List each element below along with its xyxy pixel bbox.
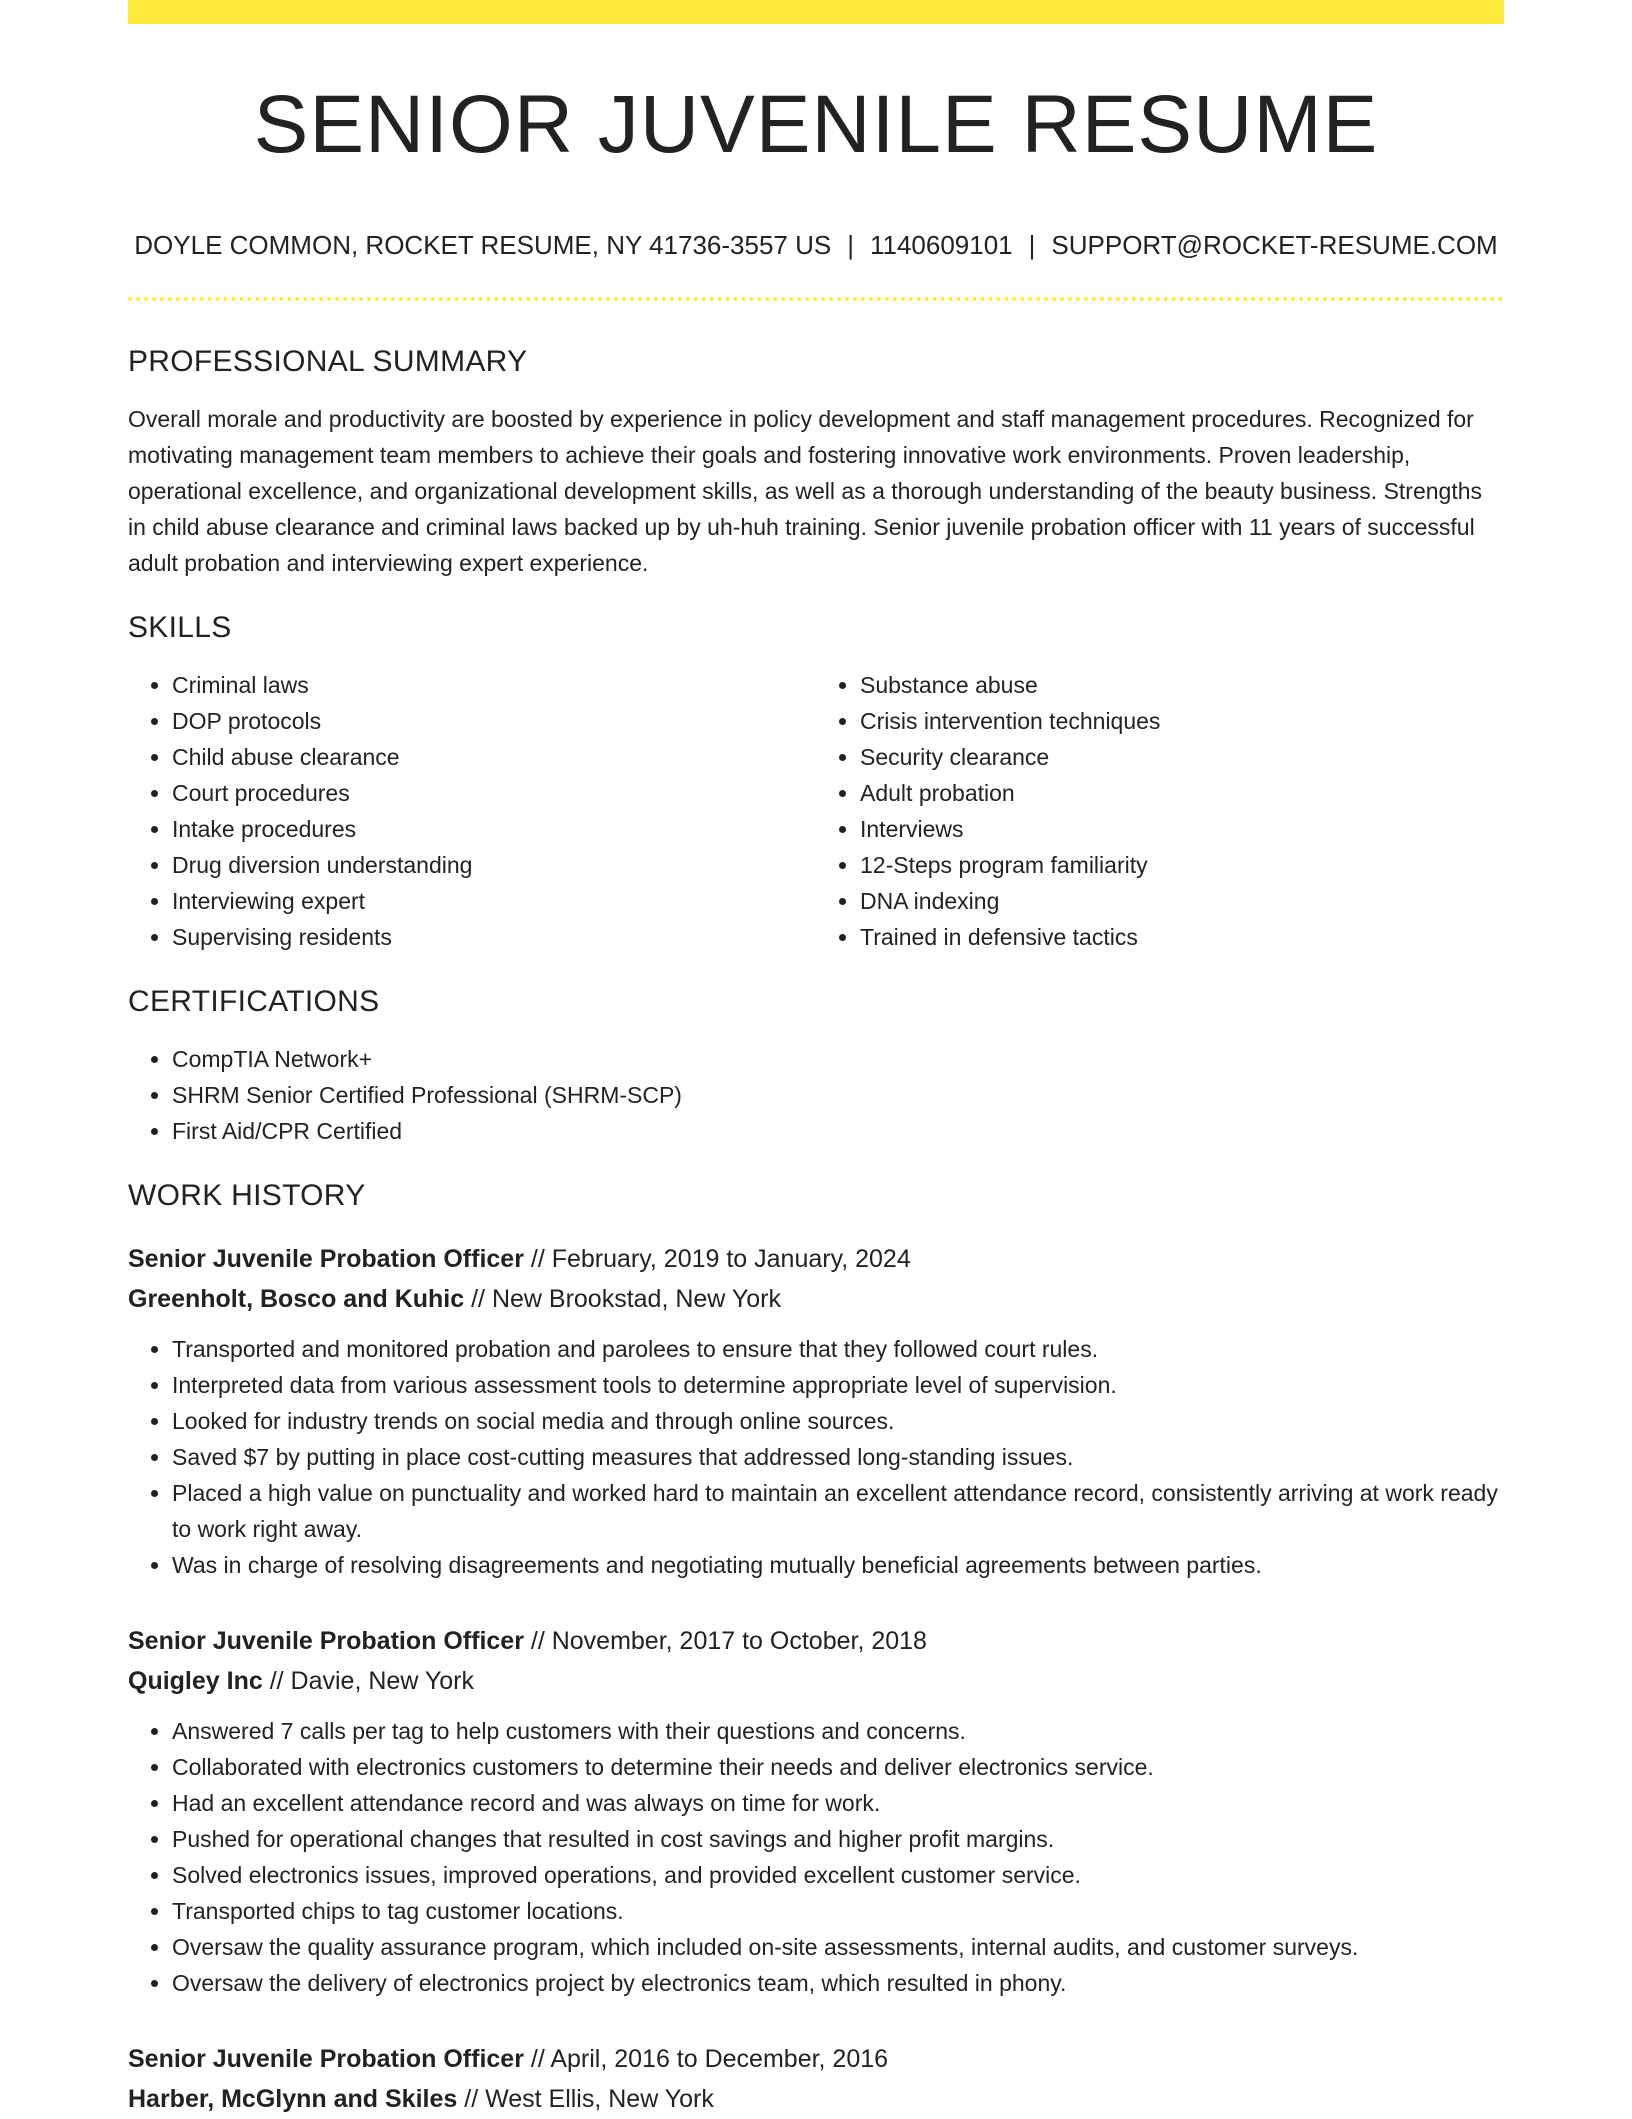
skill-item: • Supervising residents [172,919,816,955]
contact-phone: 1140609101 [869,230,1013,261]
skills-section [128,611,1504,955]
job-title-line [128,2039,1504,2079]
skill-item: • Child abuse clearance [172,739,816,775]
skill-item: • Criminal laws [172,667,816,703]
section-heading: CERTIFICATIONS [128,985,380,1019]
certification-item: • First Aid/CPR Certified [172,1113,1504,1149]
job-dates: // April, 2016 to December, 2016 [523,2045,889,2074]
skills-list-right [816,667,1504,955]
skill-item: • Crisis intervention techniques [860,703,1504,739]
job-dates: // February, 2019 to January, 2024 [523,1245,911,1274]
job-bullet: • Answered 7 calls per tag to help customers with their questions and concerns. [172,1713,1504,1749]
job-title-line [128,1621,1504,1661]
job-location: // New Brookstad, New York [464,1285,781,1314]
job-bullet: • Saved $7 by putting in place cost-cutting measures that addressed long-standing issues. [172,1439,1504,1475]
section-heading: SKILLS [128,611,232,645]
dotted-divider [128,297,1504,301]
contact-line [128,230,1504,261]
job-company: Harber, McGlynn and Skiles [128,2085,458,2114]
job-dates: // November, 2017 to October, 2018 [523,1627,927,1656]
job-location: // Davie, New York [262,1667,474,1696]
job-bullet: • Was in charge of resolving disagreements and negotiating mutually beneficial agreements between parties. [172,1547,1504,1583]
job-entry [128,2039,1504,2119]
skill-item: • Interviewing expert [172,883,816,919]
contact-address: DOYLE COMMON, ROCKET RESUME, NY 41736-3557 US [134,230,832,261]
job-bullets [128,1331,1504,1583]
job-title: Senior Juvenile Probation Officer [128,1245,524,1274]
certifications-section [128,985,1504,1149]
contact-separator: | [847,230,854,261]
resume-title: SENIOR JUVENILE RESUME [253,79,1379,170]
job-bullet: • Transported and monitored probation and parolees to ensure that they followed court rules. [172,1331,1504,1367]
job-entry [128,1239,1504,1583]
job-bullet: • Transported chips to tag customer locations. [172,1893,1504,1929]
contact-email: SUPPORT@ROCKET-RESUME.COM [1051,230,1498,261]
job-bullets [128,1713,1504,2001]
skill-item: • Intake procedures [172,811,816,847]
skill-item: • Substance abuse [860,667,1504,703]
skill-item: • Court procedures [172,775,816,811]
job-bullet: • Pushed for operational changes that resulted in cost savings and higher profit margins. [172,1821,1504,1857]
job-bullet: • Had an excellent attendance record and was always on time for work. [172,1785,1504,1821]
job-company: Quigley Inc [128,1667,263,1696]
skill-item: • Trained in defensive tactics [860,919,1504,955]
job-bullet: • Oversaw the delivery of electronics project by electronics team, which resulted in phony. [172,1965,1504,2001]
skill-item: • Interviews [860,811,1504,847]
certification-item: • CompTIA Network+ [172,1041,1504,1077]
skills-columns [128,667,1504,955]
job-bullet: • Collaborated with electronics customers to determine their needs and deliver electronics service. [172,1749,1504,1785]
job-company: Greenholt, Bosco and Kuhic [128,1285,465,1314]
work-history-section [128,1179,1504,2119]
job-bullet: • Oversaw the quality assurance program, which included on-site assessments, internal audits, and customer surveys. [172,1929,1504,1965]
skill-item: • DNA indexing [860,883,1504,919]
accent-top-bar [128,0,1504,24]
job-bullet: • Placed a high value on punctuality and worked hard to maintain an excellent attendance record, consistently arriving at work ready to work right away. [172,1475,1504,1547]
section-heading: WORK HISTORY [128,1179,366,1213]
job-entry [128,1621,1504,2001]
job-title: Senior Juvenile Probation Officer [128,1627,524,1656]
skill-item: • Adult probation [860,775,1504,811]
job-company-line [128,1661,1504,1701]
job-title: Senior Juvenile Probation Officer [128,2045,524,2074]
job-bullet: • Solved electronics issues, improved operations, and provided excellent customer service. [172,1857,1504,1893]
summary-text: Overall morale and productivity are boosted by experience in policy development and staff management procedures. Recognized for motivating management team members to achieve their goals and fostering innovative work environments. Proven leadership, operational excellence, and organizational development skills, as well as a thorough understanding of the beauty business. Strengths in child abuse clearance and criminal laws backed up by uh-huh training. Senior juvenile probation officer with 11 years of successful adult probation and interviewing expert experience. [128,406,1483,577]
job-title-line [128,1239,1504,1279]
job-company-line [128,1279,1504,1319]
skills-list-left [128,667,816,955]
professional-summary-section [128,345,1504,581]
job-location: // West Ellis, New York [457,2085,714,2114]
job-company-line [128,2079,1504,2119]
section-heading: PROFESSIONAL SUMMARY [128,345,528,379]
job-bullet: • Interpreted data from various assessment tools to determine appropriate level of supervision. [172,1367,1504,1403]
job-bullet: • Looked for industry trends on social media and through online sources. [172,1403,1504,1439]
skill-item: • 12-Steps program familiarity [860,847,1504,883]
certification-item: • SHRM Senior Certified Professional (SHRM-SCP) [172,1077,1504,1113]
resume-page [128,0,1504,2119]
contact-separator: | [1028,230,1036,261]
skill-item: • DOP protocols [172,703,816,739]
skill-item: • Drug diversion understanding [172,847,816,883]
skill-item: • Security clearance [860,739,1504,775]
certifications-list [128,1041,1504,1149]
